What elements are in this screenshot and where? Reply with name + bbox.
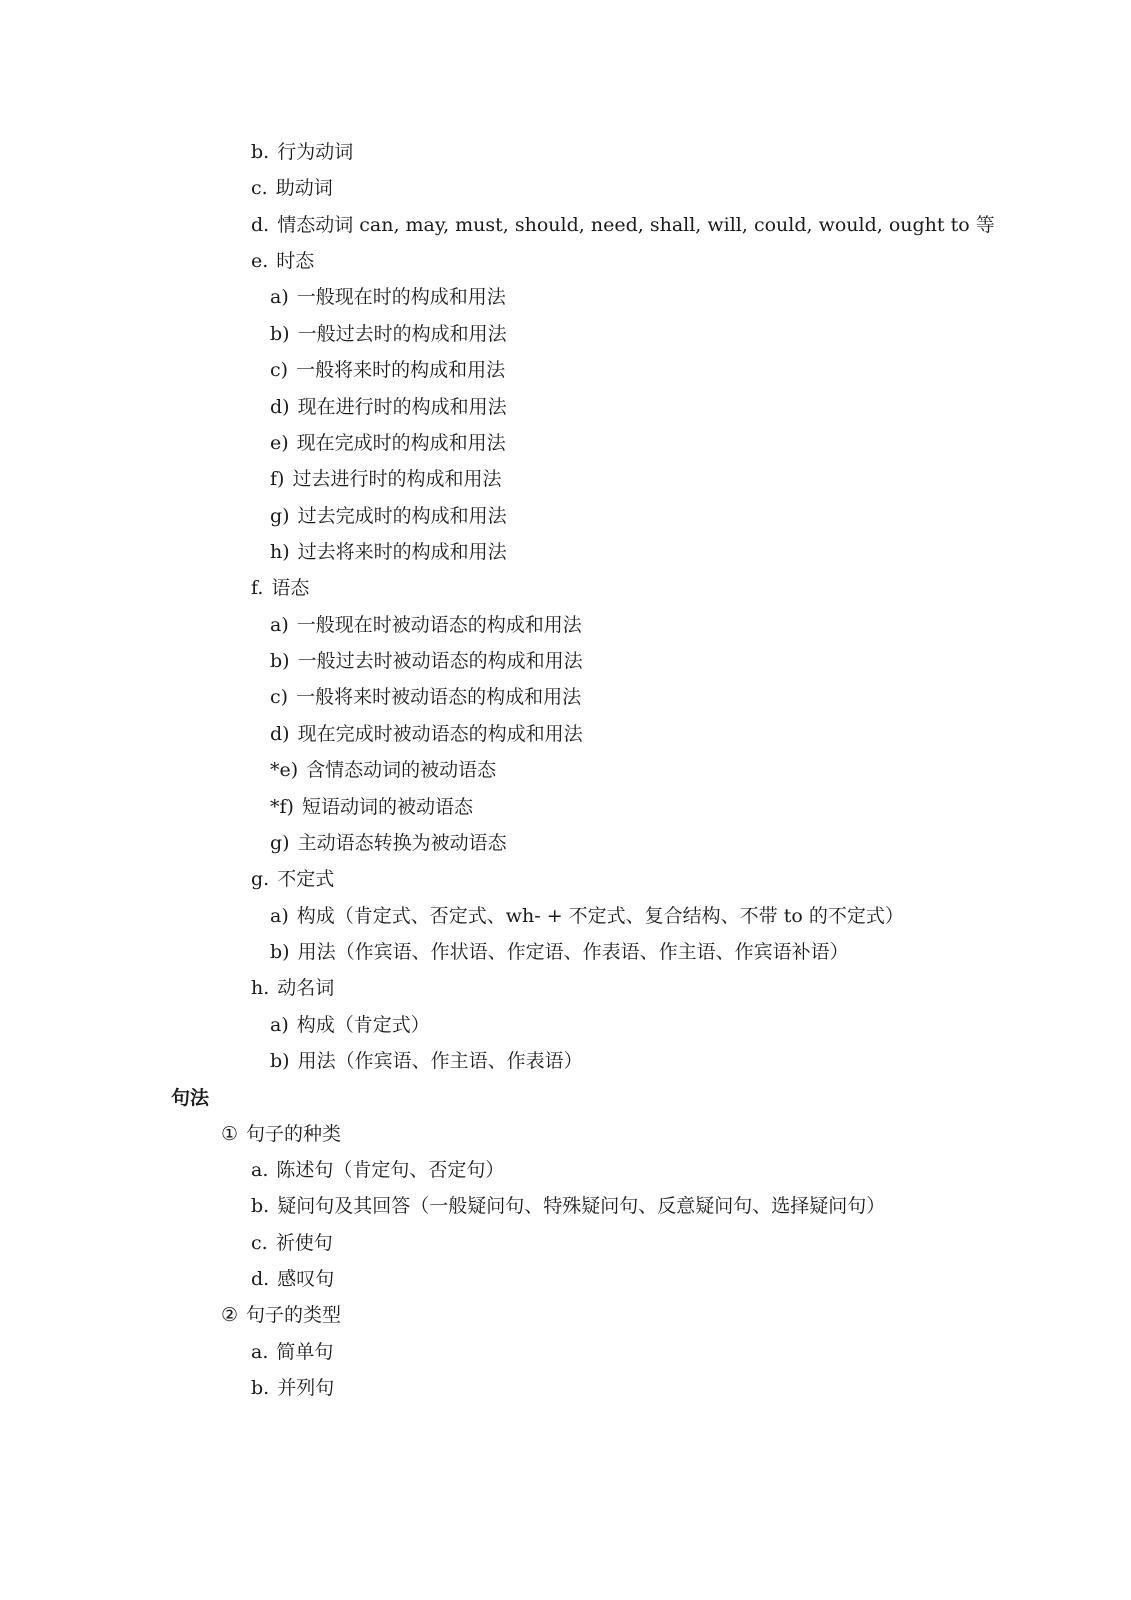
item-text: 语态	[271, 577, 310, 599]
outline-item	[251, 866, 334, 892]
item-text: 构成（肯定式、否定式、wh- + 不定式、复合结构、不带 to 的不定式）	[296, 905, 904, 927]
outline-subitem	[270, 939, 849, 965]
item-text: 简单句	[276, 1341, 334, 1363]
item-marker: b.	[251, 1195, 270, 1217]
item-text: 一般过去时被动语态的构成和用法	[297, 650, 583, 672]
section-heading-syntax	[171, 1085, 209, 1111]
outline-item	[251, 1230, 333, 1256]
item-marker: h)	[270, 541, 290, 563]
item-text: 含情态动词的被动语态	[306, 759, 497, 781]
outline-subitem	[270, 394, 507, 420]
outline-item	[251, 1266, 334, 1292]
item-text: 一般将来时的构成和用法	[296, 359, 506, 381]
item-text: 祈使句	[275, 1232, 333, 1254]
item-text: 用法（作宾语、作状语、作定语、作表语、作主语、作宾语补语）	[297, 941, 849, 963]
item-text: 主动语态转换为被动语态	[297, 832, 507, 854]
outline-subitem	[270, 903, 904, 929]
outline-subitem	[270, 1048, 583, 1074]
item-marker: e.	[251, 250, 269, 272]
outline-subitem	[270, 830, 507, 856]
item-text: 现在完成时的构成和用法	[296, 432, 506, 454]
item-marker: f)	[270, 468, 285, 490]
item-text: 情态动词 can, may, must, should, need, shall, will, could, would, ought to 等	[277, 214, 995, 236]
item-text: 用法（作宾语、作主语、作表语）	[297, 1050, 583, 1072]
item-text: 感叹句	[277, 1268, 335, 1290]
outline-subitem	[270, 357, 505, 383]
item-marker: d)	[270, 396, 290, 418]
item-marker: c)	[270, 359, 289, 381]
item-text: 构成（肯定式）	[296, 1014, 430, 1036]
item-text: 现在进行时的构成和用法	[297, 396, 507, 418]
outline-subitem	[270, 794, 473, 820]
item-marker: d)	[270, 723, 290, 745]
outline-subitem	[270, 430, 506, 456]
outline-subitem	[270, 684, 581, 710]
item-text: 句子的种类	[246, 1123, 342, 1145]
item-text: 疑问句及其回答（一般疑问句、特殊疑问句、反意疑问句、选择疑问句）	[277, 1195, 886, 1217]
item-text: 过去完成时的构成和用法	[297, 505, 507, 527]
item-marker: b)	[270, 650, 290, 672]
outline-subitem	[270, 284, 506, 310]
outline-item	[251, 1193, 885, 1219]
item-text: 现在完成时被动语态的构成和用法	[297, 723, 583, 745]
item-text: 句子的类型	[246, 1304, 342, 1326]
item-marker: a)	[270, 905, 289, 927]
item-marker: b)	[270, 1050, 290, 1072]
item-text: 一般现在时的构成和用法	[296, 286, 506, 308]
item-marker: *f)	[270, 796, 294, 818]
item-marker: f.	[251, 577, 264, 599]
outline-item	[251, 975, 334, 1001]
outline-item	[251, 1157, 504, 1183]
item-text: 不定式	[277, 868, 335, 890]
item-marker: d.	[251, 1268, 270, 1290]
item-text: 一般现在时被动语态的构成和用法	[296, 614, 582, 636]
outline-item	[251, 1375, 334, 1401]
item-marker: c)	[270, 686, 289, 708]
item-text: 动名词	[277, 977, 335, 999]
outline-subitem	[270, 539, 507, 565]
outline-subitem	[270, 1012, 430, 1038]
item-marker: b)	[270, 941, 290, 963]
item-marker: b.	[251, 1377, 270, 1399]
item-marker: a.	[251, 1341, 269, 1363]
outline-item	[251, 1339, 333, 1365]
item-text: 一般将来时被动语态的构成和用法	[296, 686, 582, 708]
item-marker: h.	[251, 977, 270, 999]
item-marker: a)	[270, 286, 289, 308]
item-text: 陈述句（肯定句、否定句）	[276, 1159, 505, 1181]
outline-subitem	[270, 648, 583, 674]
outline-subitem	[270, 757, 496, 783]
item-marker: g)	[270, 832, 290, 854]
item-marker: a.	[251, 1159, 269, 1181]
outline-item	[251, 575, 309, 601]
item-marker: b.	[251, 141, 270, 163]
item-marker: b)	[270, 323, 290, 345]
item-text: 过去将来时的构成和用法	[297, 541, 507, 563]
outline-subitem	[270, 721, 583, 747]
outline-subitem	[270, 503, 507, 529]
item-marker: c.	[251, 1232, 268, 1254]
outline-item	[251, 248, 314, 274]
item-text: 一般过去时的构成和用法	[297, 323, 507, 345]
outline-subitem	[270, 321, 507, 347]
outline-subitem	[270, 612, 582, 638]
outline-subitem	[270, 466, 501, 492]
item-marker: g)	[270, 505, 290, 527]
item-marker: g.	[251, 868, 270, 890]
item-marker: *e)	[270, 759, 299, 781]
outline-section	[221, 1121, 341, 1147]
item-text: 时态	[276, 250, 315, 272]
item-text: 行为动词	[277, 141, 354, 163]
circled-number-1: ①	[221, 1123, 239, 1145]
outline-item	[251, 212, 995, 238]
item-text: 过去进行时的构成和用法	[292, 468, 502, 490]
item-text: 助动词	[275, 177, 333, 199]
outline-item	[251, 139, 353, 165]
circled-number-2: ②	[221, 1304, 239, 1326]
item-marker: a)	[270, 614, 289, 636]
item-marker: d.	[251, 214, 270, 236]
heading-text: 句法	[171, 1087, 210, 1109]
outline-item	[251, 175, 333, 201]
item-text: 并列句	[277, 1377, 335, 1399]
item-marker: c.	[251, 177, 268, 199]
item-text: 短语动词的被动语态	[301, 796, 473, 818]
item-marker: e)	[270, 432, 289, 454]
item-marker: a)	[270, 1014, 289, 1036]
outline-section	[221, 1302, 341, 1328]
